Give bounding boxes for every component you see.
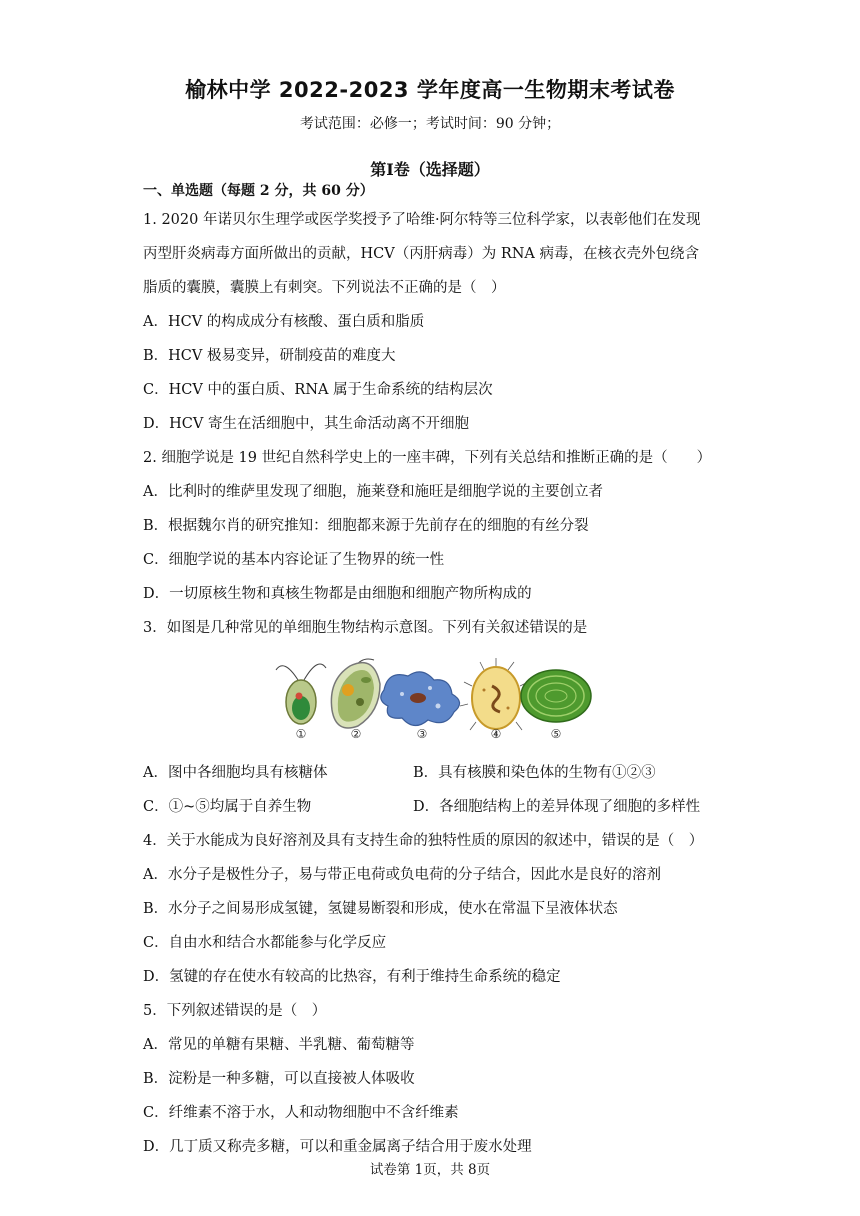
q3-option-c: C．①~⑤均属于自养生物 (143, 799, 312, 815)
exam-subtitle: 考试范围：必修一；考试时间：90 分钟； (299, 116, 561, 132)
q1-option-b: B．HCV 极易变异，研制疫苗的难度大 (143, 348, 396, 364)
q3-option-b: B．具有核膜和染色体的生物有①②③ (413, 765, 656, 781)
q1-stem-line-2: 丙型肝炎病毒方面所做出的贡献，HCV（丙肝病毒）为 RNA 病毒，在核衣壳外包绕含 (143, 246, 700, 262)
single-cell-organisms-figure (262, 650, 602, 742)
q5-option-c: C．纤维素不溶于水，人和动物细胞中不含纤维素 (143, 1105, 459, 1121)
q5-option-b: B．淀粉是一种多糖，可以直接被人体吸收 (143, 1071, 415, 1087)
q3-stem: 3．如图是几种常见的单细胞生物结构示意图。下列有关叙述错误的是 (143, 620, 588, 636)
q4-option-d: D．氢键的存在使水有较高的比热容，有利于维持生命系统的稳定 (143, 969, 561, 985)
figure-label-3: ③ (416, 727, 428, 741)
q3-option-a: A．图中各细胞均具有核糖体 (143, 765, 328, 781)
organism-3-image (381, 672, 460, 726)
q1-option-a: A．HCV 的构成成分有核酸、蛋白质和脂质 (143, 314, 425, 330)
figure-label-5: ⑤ (550, 727, 562, 741)
q1-stem-line-1: 1. 2020 年诺贝尔生理学或医学奖授予了哈维·阿尔特等三位科学家，以表彰他们在发现 (143, 212, 701, 228)
figure-label-2: ② (350, 727, 362, 741)
q5-option-a: A．常见的单糖有果糖、半乳糖、葡萄糖等 (143, 1037, 415, 1053)
q2-option-b: B．根据魏尔肖的研究推知：细胞都来源于先前存在的细胞的有丝分裂 (143, 518, 589, 534)
q5-stem: 5．下列叙述错误的是（ ） (143, 1003, 327, 1019)
q2-option-d: D．一切原核生物和真核生物都是由细胞和细胞产物所构成的 (143, 586, 532, 602)
q5-option-d: D．几丁质又称壳多糖，可以和重金属离子结合用于废水处理 (143, 1139, 532, 1155)
q1-option-c: C．HCV 中的蛋白质、RNA 属于生命系统的结构层次 (143, 382, 493, 398)
q3-option-d: D．各细胞结构上的差异体现了细胞的多样性 (413, 799, 701, 815)
organism-1-image (276, 664, 326, 724)
section-heading: 一、单选题（每题 2 分，共 60 分） (143, 183, 374, 199)
q2-option-c: C．细胞学说的基本内容论证了生物界的统一性 (143, 552, 445, 568)
q4-option-c: C．自由水和结合水都能参与化学反应 (143, 935, 387, 951)
q4-option-b: B．水分子之间易形成氢键，氢键易断裂和形成，使水在常温下呈液体状态 (143, 901, 618, 917)
q4-stem: 4．关于水能成为良好溶剂及具有支持生命的独特性质的原因的叙述中，错误的是（ ） (143, 833, 704, 849)
figure-label-1: ① (295, 727, 307, 741)
part-heading: 第Ⅰ卷（选择题） (370, 160, 490, 179)
q2-stem: 2. 细胞学说是 19 世纪自然科学史上的一座丰碑，下列有关总结和推断正确的是（ ） (143, 450, 712, 466)
organism-2-image (331, 659, 380, 728)
figure-label-4: ④ (490, 727, 502, 741)
q1-stem-line-3: 脂质的囊膜，囊膜上有刺突。下列说法不正确的是（ ） (143, 280, 506, 296)
organism-5-image (521, 670, 591, 722)
exam-title: 榆林中学 2022-2023 学年度高一生物期末考试卷 (185, 78, 675, 102)
q2-option-a: A．比利时的维萨里发现了细胞，施莱登和施旺是细胞学说的主要创立者 (143, 484, 603, 500)
q4-option-a: A．水分子是极性分子，易与带正电荷或负电荷的分子结合，因此水是良好的溶剂 (143, 867, 661, 883)
page-footer: 试卷第 1页，共 8页 (369, 1162, 491, 1178)
q1-option-d: D．HCV 寄生在活细胞中，其生命活动离不开细胞 (143, 416, 469, 432)
